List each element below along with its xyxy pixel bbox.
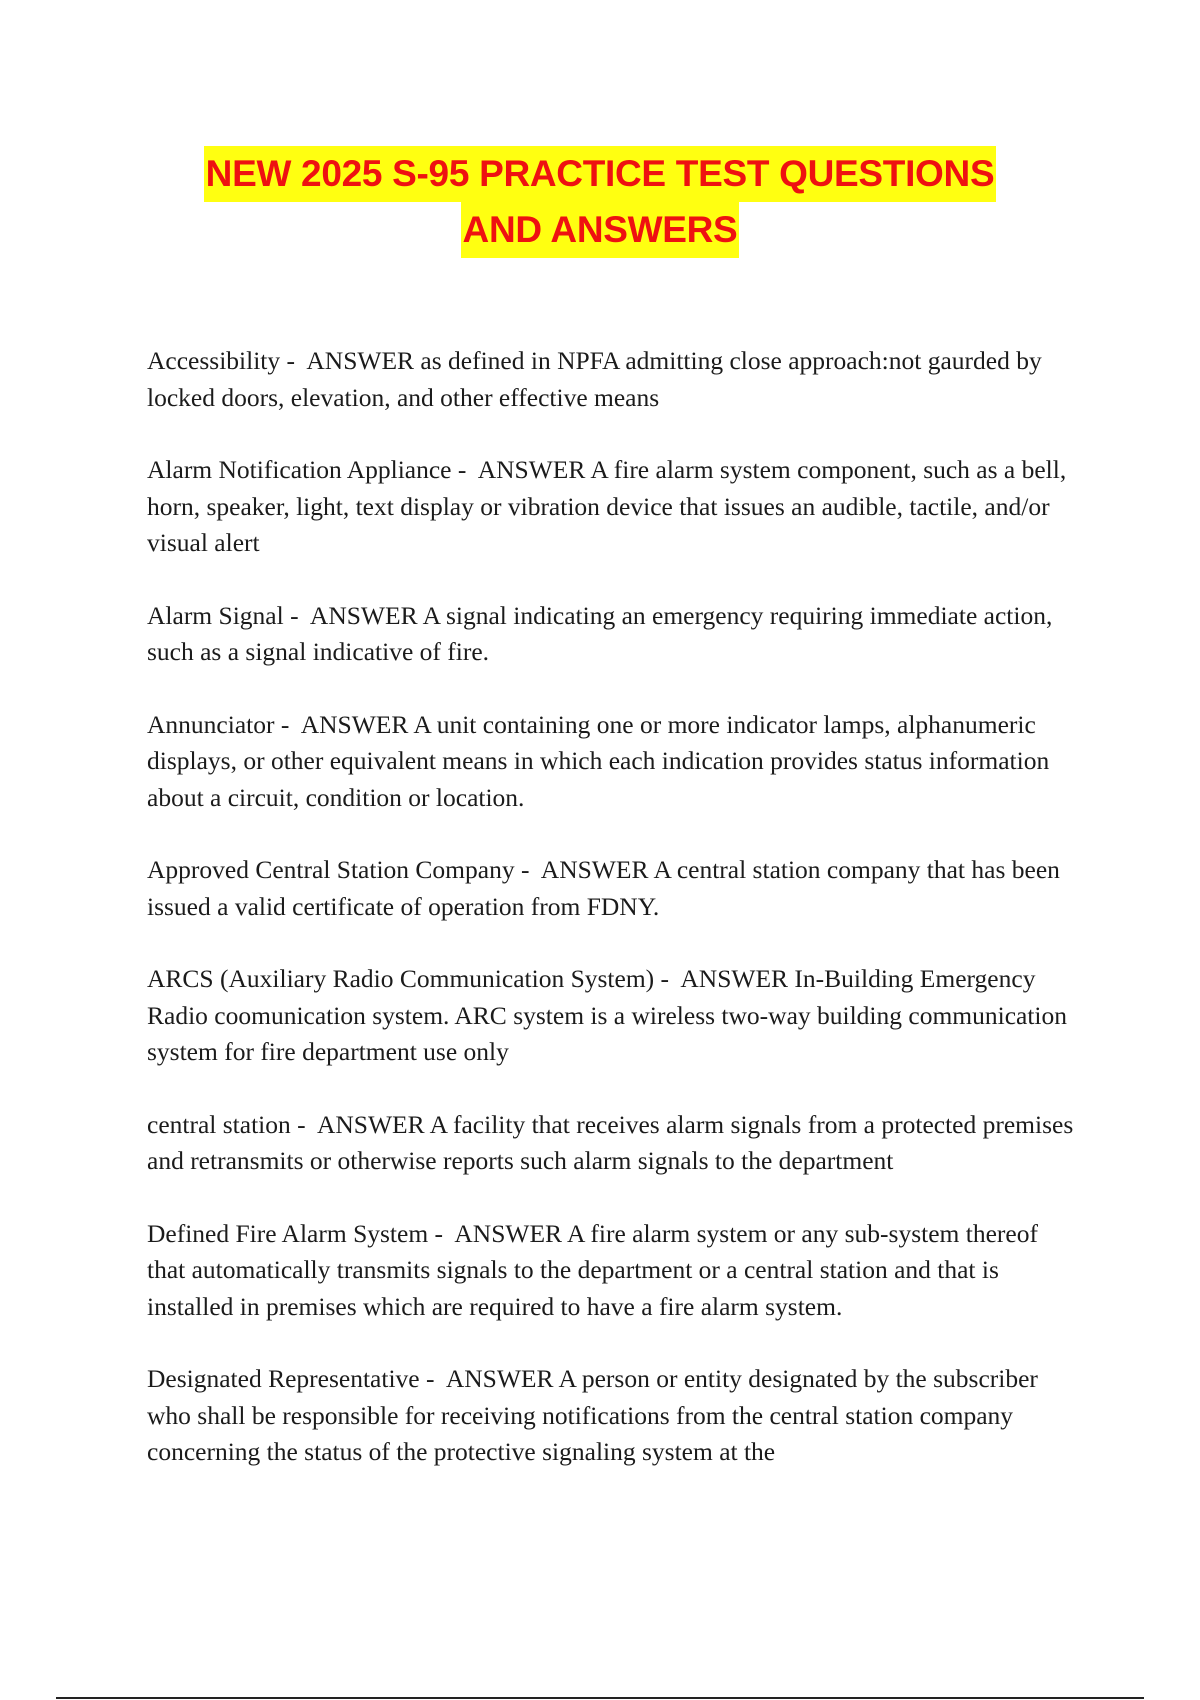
answer-marker: ANSWER (445, 1364, 554, 1393)
answer-marker: ANSWER (306, 346, 415, 375)
answer-marker: ANSWER (680, 964, 789, 993)
entry-definition: A signal indicating an emergency requiring immediate action, such as a signal indicative of fire. (147, 600, 1059, 666)
entry-separator: - (428, 1218, 455, 1248)
entry-definition: A unit containing one or more indicator lamps, alphanumeric displays, or other equivalent means in which each indication provides status information about a circuit, condition or location. (147, 709, 1056, 812)
title-line-1: NEW 2025 S-95 PRACTICE TEST QUESTIONS (204, 146, 997, 202)
entry-term: Annunciator (147, 709, 275, 739)
entry-separator: - (654, 964, 681, 993)
entry-term: ARCS (Auxiliary Radio Communication System) (147, 964, 655, 993)
entry-definition: A fire alarm system or any sub-system thereof that automatically transmits signals to the department or a central station and that is installed in premises which are required to have a fire alarm system. (147, 1218, 1045, 1321)
entry-separator: - (274, 709, 301, 739)
entry-separator: - (451, 455, 478, 484)
answer-marker: ANSWER (316, 1109, 425, 1139)
entry-definition: as defined in NPFA admitting close approach:not gaurded by locked doors, elevation, and other effective means (147, 346, 1049, 412)
entry-term: Accessibility (147, 346, 281, 375)
entry-separator: - (290, 1109, 317, 1139)
entry-definition: A central station company that has been issued a valid certificate of operation from FDNY. (147, 855, 1067, 921)
answer-marker: ANSWER (477, 455, 586, 484)
entry-term: Alarm Signal (147, 600, 284, 630)
entry-separator: - (283, 600, 310, 630)
qa-entry (147, 1107, 1080, 1180)
entry-term: Defined Fire Alarm System (147, 1218, 429, 1248)
answer-marker: ANSWER (454, 1218, 563, 1248)
document-title (0, 146, 1200, 258)
entry-definition: In-Building Emergency Radio coomunication system. ARC system is a wireless two-way building communication system for fire department use only (147, 964, 1074, 1066)
entry-definition: A facility that receives alarm signals from a protected premises and retransmits or otherwise reports such alarm signals to the department (147, 1109, 1080, 1175)
qa-entry (147, 1361, 1077, 1471)
answer-marker: ANSWER (540, 855, 649, 884)
qa-entry-list (147, 343, 1080, 1507)
entry-separator: - (514, 855, 541, 884)
qa-entry (147, 452, 1077, 562)
entry-definition: A person or entity designated by the subscriber who shall be responsible for receiving notifications from the central station company concerning the status of the protective signaling system at the (147, 1364, 1045, 1466)
entry-term: central station (147, 1109, 291, 1139)
qa-entry (147, 343, 1077, 416)
entry-separator: - (419, 1364, 446, 1393)
entry-term: Approved Central Station Company (147, 855, 515, 884)
page-bottom-rule (56, 1697, 1144, 1699)
entry-term: Designated Representative (147, 1364, 420, 1393)
qa-entry (147, 1216, 1077, 1326)
qa-entry (147, 852, 1077, 925)
entry-term: Alarm Notification Appliance (147, 455, 452, 484)
answer-marker: ANSWER (309, 600, 418, 630)
entry-separator: - (280, 346, 307, 375)
title-line-2: AND ANSWERS (461, 202, 740, 258)
entry-definition: A fire alarm system component, such as a bell, horn, speaker, light, text display or vibration device that issues an audible, tactile, and/or visual alert (147, 455, 1073, 557)
qa-entry (147, 707, 1077, 817)
qa-entry (147, 598, 1077, 671)
answer-marker: ANSWER (300, 709, 409, 739)
qa-entry (147, 961, 1077, 1071)
